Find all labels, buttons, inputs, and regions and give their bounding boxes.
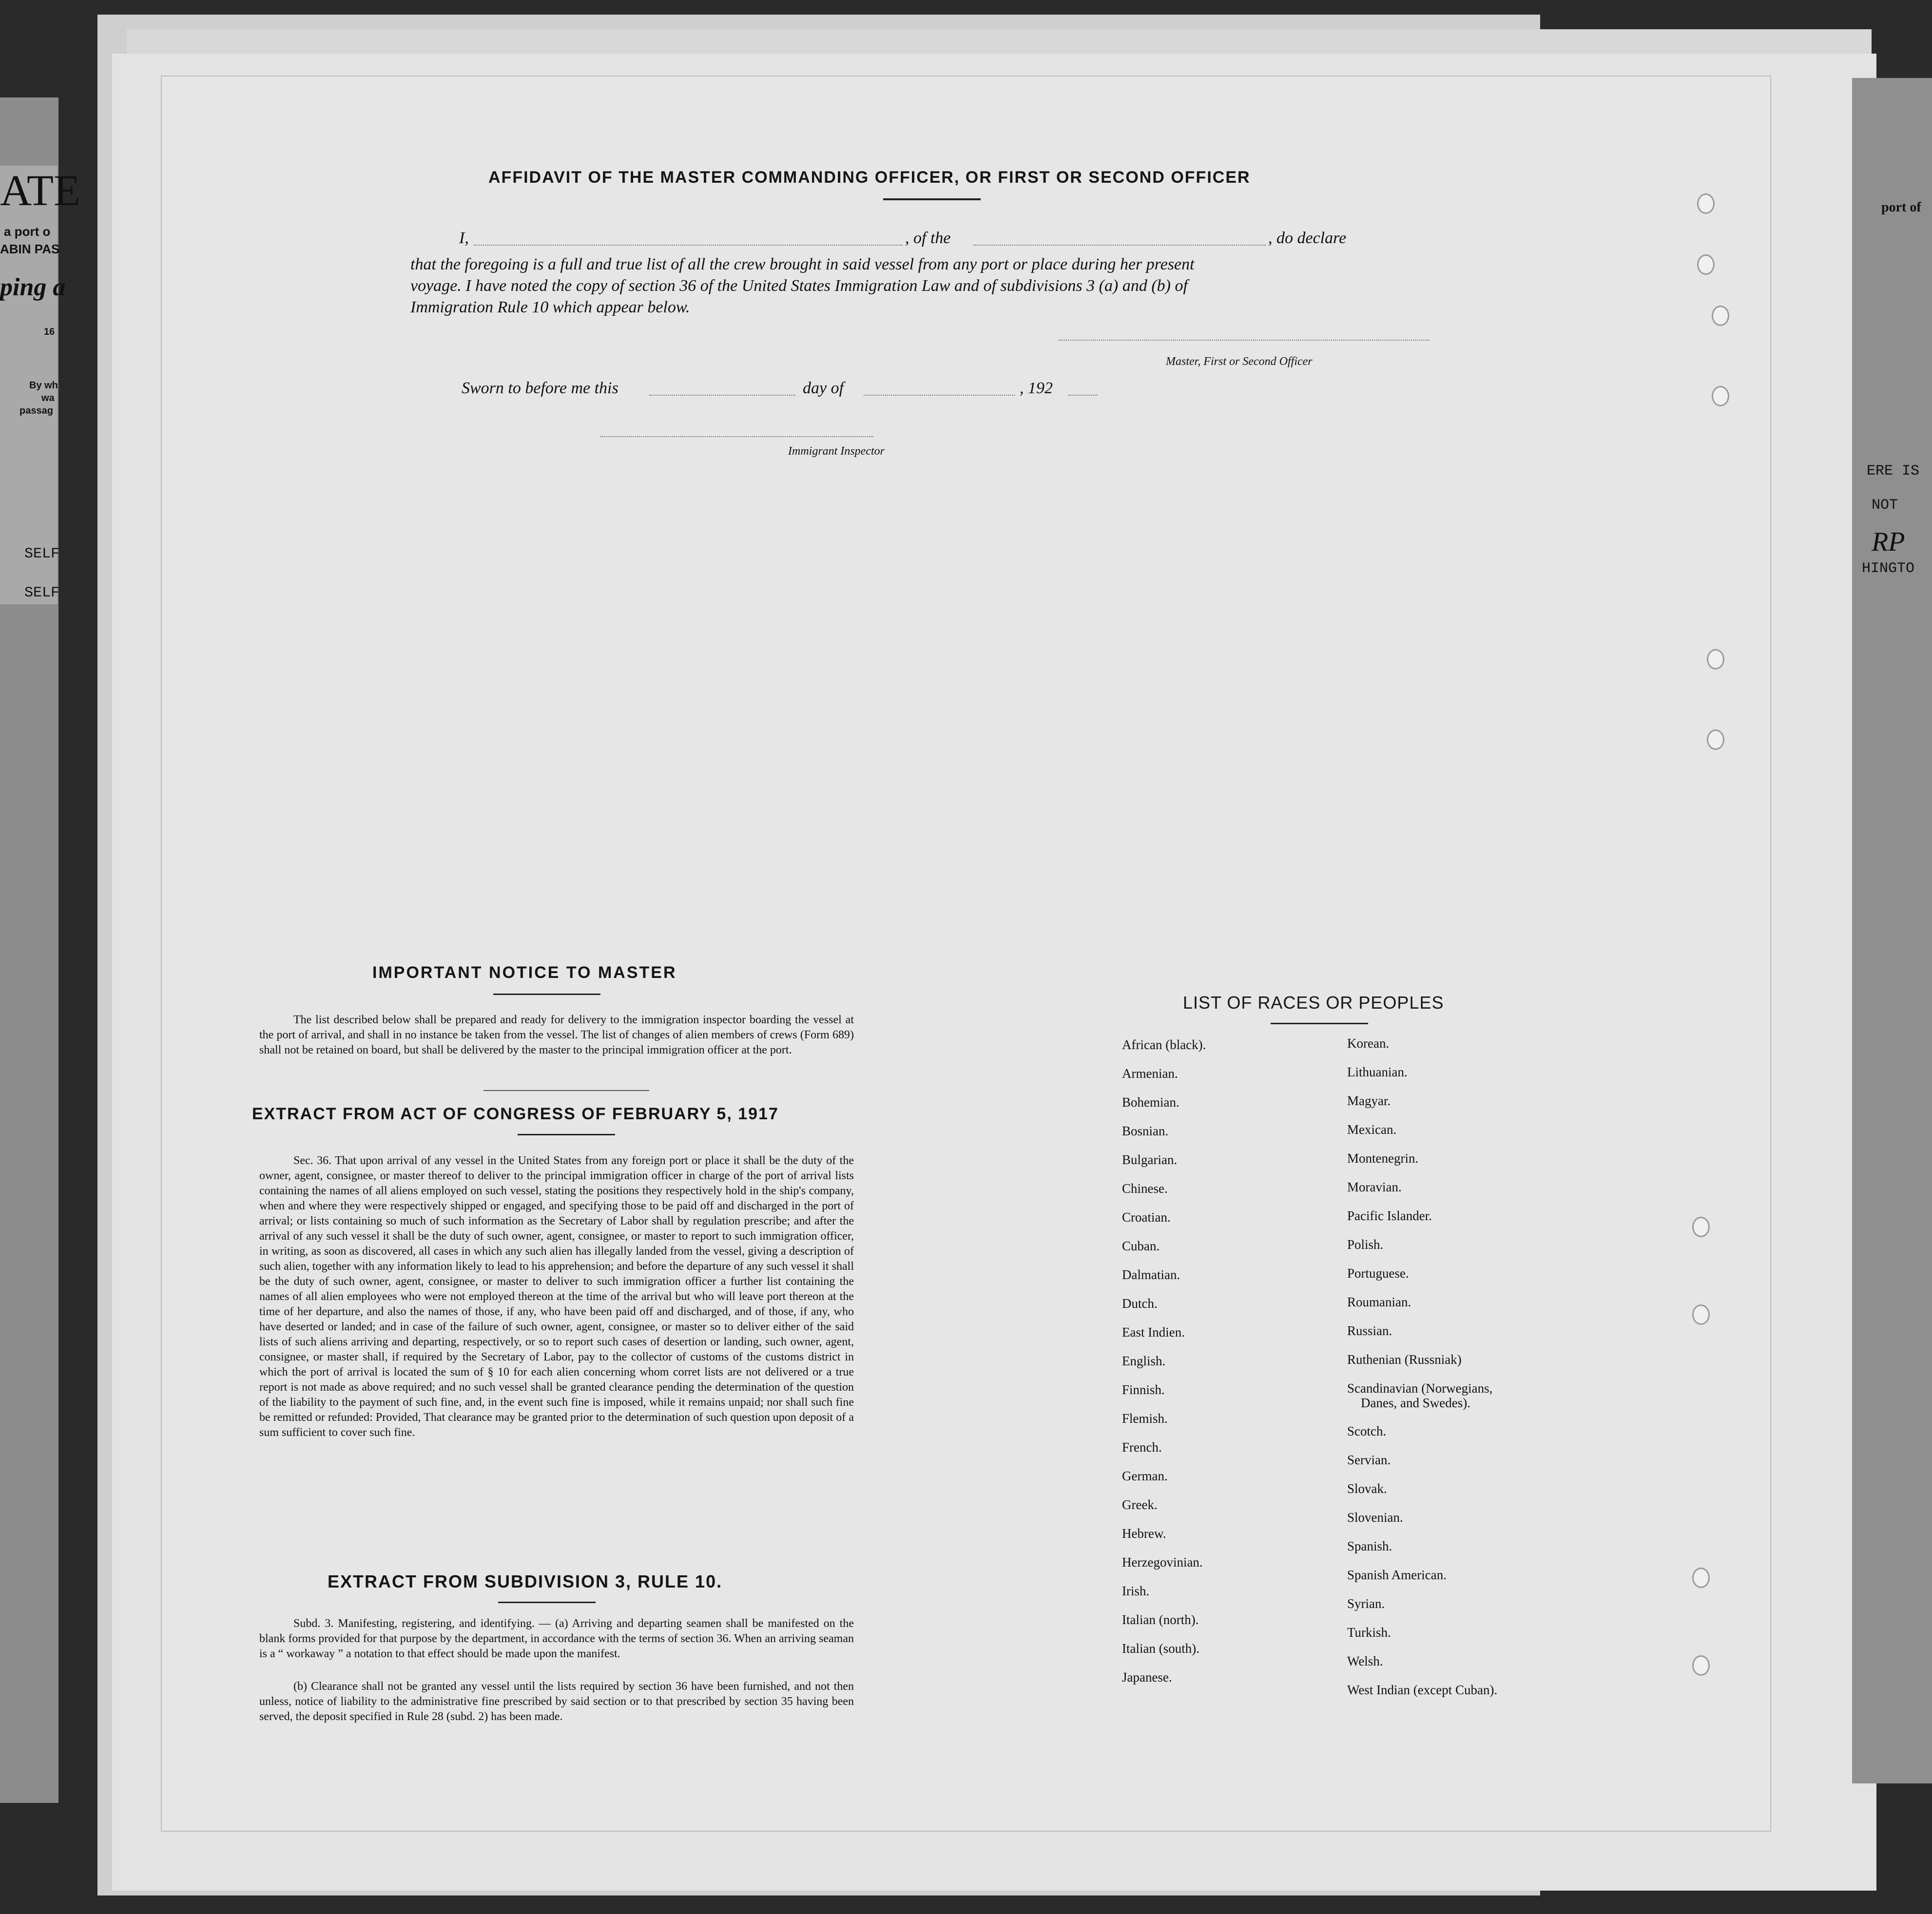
right-fragment: HINGTO [1862, 560, 1915, 577]
races-column-2 [1347, 1029, 1497, 1704]
left-fragment: 16 [44, 326, 55, 337]
master-signature-label: Master, First or Second Officer [1166, 355, 1313, 368]
affidavit-line-1: that the foregoing is a full and true list of all the crew brought in said vessel from any port or place during her present [410, 255, 1195, 273]
race-item: Roumanian. [1347, 1295, 1411, 1309]
races-heading: LIST OF RACES OR PEOPLES [1183, 993, 1444, 1013]
left-fragment: wa [41, 393, 55, 403]
race-item: Chinese. [1122, 1181, 1168, 1196]
race-item: Bosnian. [1122, 1124, 1169, 1138]
race-item: Croatian. [1122, 1210, 1171, 1225]
race-item: Slovak. [1347, 1481, 1387, 1496]
races-rule [1271, 1023, 1368, 1024]
race-item: Flemish. [1122, 1411, 1168, 1426]
notice-divider [483, 1090, 649, 1091]
left-fragment: ATE [0, 167, 80, 215]
punch-hole-icon [1712, 386, 1729, 406]
punch-hole-icon [1697, 193, 1715, 214]
race-item: Italian (south). [1122, 1641, 1199, 1656]
punch-hole-icon [1707, 729, 1724, 750]
rule-para-a: Subd. 3. Manifesting, registering, and identifying. — (a) Arriving and departing seamen shall be manifested on the blank forms provided for that purpose by the department, in accordance with the terms of section 36. When an arriving seaman is a “ workaway ” a notation to that effect should be made upon the manifest. [259, 1617, 854, 1660]
right-fragment: RP [1872, 527, 1905, 557]
race-item: Spanish. [1347, 1539, 1392, 1553]
name-blank-line [474, 245, 903, 246]
punch-hole-icon [1692, 1568, 1710, 1588]
punch-hole-icon [1707, 649, 1724, 670]
race-item: Bulgarian. [1122, 1152, 1178, 1167]
race-item: Korean. [1347, 1036, 1390, 1051]
notice-body: The list described below shall be prepared and ready for delivery to the immigration inspector boarding the vessel at the port of arrival, and shall in no instance be taken from the vessel. The list of changes of alien members of crews (Form 689) shall not be retained on board, but shall be delivered by the master to the principal immigration officer at the port. [259, 1014, 854, 1056]
race-item: Servian. [1347, 1453, 1391, 1467]
sworn-prefix: Sworn to before me this [462, 379, 618, 397]
race-item: Spanish American. [1347, 1568, 1447, 1582]
inspector-signature-line [600, 436, 873, 437]
race-item: Welsh. [1347, 1654, 1383, 1668]
sworn-year-line [1068, 395, 1098, 396]
left-fragment: ping a [0, 273, 66, 301]
race-item: Bohemian. [1122, 1095, 1179, 1110]
race-item: English. [1122, 1354, 1166, 1368]
race-item: Scotch. [1347, 1424, 1387, 1438]
right-underlying-sheet [1852, 78, 1932, 1783]
race-item: Armenian. [1122, 1066, 1178, 1081]
race-item: Lithuanian. [1347, 1065, 1408, 1079]
inspector-label: Immigrant Inspector [788, 445, 885, 458]
sworn-month-line [864, 395, 1015, 396]
left-fragment: ABIN PAS [0, 242, 60, 256]
notice-rule [493, 994, 600, 995]
race-item: Syrian. [1347, 1596, 1385, 1611]
race-item: Finnish. [1122, 1382, 1165, 1397]
race-item: West Indian (except Cuban). [1347, 1683, 1498, 1697]
punch-hole-icon [1697, 254, 1715, 275]
sworn-year: , 192 [1020, 379, 1053, 397]
left-underlying-sheet [0, 97, 80, 1803]
rule-rule [498, 1602, 596, 1603]
race-item: Greek. [1122, 1497, 1158, 1512]
race-item: Russian. [1347, 1323, 1392, 1338]
punch-hole-icon [1692, 1655, 1710, 1676]
sworn-day-line [649, 395, 795, 396]
race-item: Irish. [1122, 1584, 1150, 1598]
race-item: Polish. [1347, 1237, 1384, 1252]
act-extract-heading: EXTRACT FROM ACT OF CONGRESS OF FEBRUARY 5, 1917 [252, 1105, 779, 1123]
race-item: Turkish. [1347, 1625, 1391, 1640]
race-item: Mexican. [1347, 1122, 1397, 1137]
race-item: Ruthenian (Russniak) [1347, 1352, 1462, 1367]
left-fragment: a port o [4, 224, 51, 239]
affidavit-declarant: I, [459, 229, 469, 247]
race-item: Japanese. [1122, 1670, 1172, 1684]
rank-blank-line [973, 245, 1266, 246]
affidavit-line-2: voyage. I have noted the copy of section 36 of the United States Immigration Law and of subdivisions 3 (a) and (b) of [410, 277, 1188, 295]
race-item: African (black). [1122, 1037, 1206, 1052]
race-item: Cuban. [1122, 1239, 1160, 1253]
races-column-1 [1122, 1031, 1206, 1692]
right-fragment: NOT [1872, 497, 1898, 514]
sworn-day-of: day of [803, 379, 844, 397]
punch-hole-icon [1692, 1304, 1710, 1325]
race-item: Italian (north). [1122, 1612, 1199, 1627]
heading-rule [883, 198, 981, 200]
race-item: East Indien. [1122, 1325, 1185, 1340]
affidavit-do-declare: , do declare [1268, 229, 1347, 247]
race-item: Moravian. [1347, 1180, 1402, 1194]
affidavit-heading: AFFIDAVIT OF THE MASTER COMMANDING OFFICER, OR FIRST OR SECOND OFFICER [488, 168, 1251, 187]
left-sheet-text-strip [0, 166, 80, 604]
race-item: Portuguese. [1347, 1266, 1409, 1281]
affidavit-of-the: , of the [905, 229, 951, 247]
left-fragment: By wh [29, 380, 58, 391]
race-item: Danes, and Swedes). [1361, 1396, 1470, 1410]
notice-heading: IMPORTANT NOTICE TO MASTER [372, 963, 677, 982]
rule-para-b: (b) Clearance shall not be granted any vessel until the lists required by section 36 have been furnished, and not then unless, notice of liability to the administrative fine prescribed by said section or to that prescribed by section 35 having been served, the deposit specified in Rule 28 (subd. 2) has been made. [259, 1680, 854, 1723]
right-fragment: ERE IS [1867, 463, 1920, 479]
race-item: French. [1122, 1440, 1162, 1455]
affidavit-line-3: Immigration Rule 10 which appear below. [410, 298, 690, 316]
race-item: Slovenian. [1347, 1510, 1403, 1525]
race-item: Montenegrin. [1347, 1151, 1419, 1166]
race-item: Herzegovinian. [1122, 1555, 1203, 1569]
left-fragment: SELF [24, 546, 60, 562]
punch-hole-icon [1692, 1217, 1710, 1237]
act-extract-body: Sec. 36. That upon arrival of any vessel in the United States from any foreign port or place it shall be the duty of the owner, agent, consignee, or master thereof to deliver to the principal immigration officer in charge of the port of arrival lists containing the names of all aliens employed on such vessel, stating the positions they respectively hold in the ship's company, when and where they were respectively shipped or engaged, and specifying those to be paid off and discharged in the port of arrival; or lists containing so much of such information as the Secretary of Labor shall by regulation prescribe; and after the arrival of any such vessel it shall be the duty of such owner, agent, consignee, or master to report to such immigration officer, in writing, as soon as discovered, all cases in which any such alien has illegally landed from the vessel, giving a description of such alien, together with any information likely to lead to his apprehension; and before the departure of any such vessel it shall be the duty of such owner, agent, consignee, or master to deliver to such immigration officer a further list containing the names of all alien employees who were not employed thereon at the time of the arrival but who will leave port thereon at the time of her departure, and also the names of those, if any, who have been paid off and discharged, and of those, if any, who have deserted or landed; and in case of the failure of such owner, agent, consignee, or master so to deliver either of the said lists of such aliens arriving and departing, respectively, or so to report such cases of desertion or landing, such owner, agent, consignee, or master shall, if required by the Secretary of Labor, pay to the collector of customs of the customs district in which the port of arrival is located the sum of § 10 for each alien concerning whom corret lists are not delivered or a true report is not made as above required; and no such vessel shall be granted clearance pending the determination of the question of the liability to the payment of such fine, and, in the event such fine is imposed, while it remains unpaid; nor shall such fine be remitted or refunded: Provided, That clearance may be granted prior to the determination of such question upon deposit of a sum sufficient to cover such fine. [259, 1154, 854, 1439]
punch-hole-icon [1712, 306, 1729, 326]
race-item: Dutch. [1122, 1296, 1158, 1311]
race-item: Dalmatian. [1122, 1267, 1180, 1282]
race-item: Hebrew. [1122, 1526, 1166, 1541]
race-item: German. [1122, 1469, 1168, 1483]
act-rule [518, 1134, 615, 1135]
left-fragment: SELF [24, 585, 60, 601]
left-fragment: passag [19, 405, 53, 416]
race-item: Magyar. [1347, 1093, 1391, 1108]
document-page [161, 76, 1771, 1832]
race-item: Pacific Islander. [1347, 1208, 1432, 1223]
rule-extract-heading: EXTRACT FROM SUBDIVISION 3, RULE 10. [328, 1571, 723, 1591]
race-item: Scandinavian (Norwegians, [1347, 1381, 1493, 1396]
right-fragment: port of [1881, 200, 1921, 215]
master-signature-line [1059, 340, 1429, 341]
